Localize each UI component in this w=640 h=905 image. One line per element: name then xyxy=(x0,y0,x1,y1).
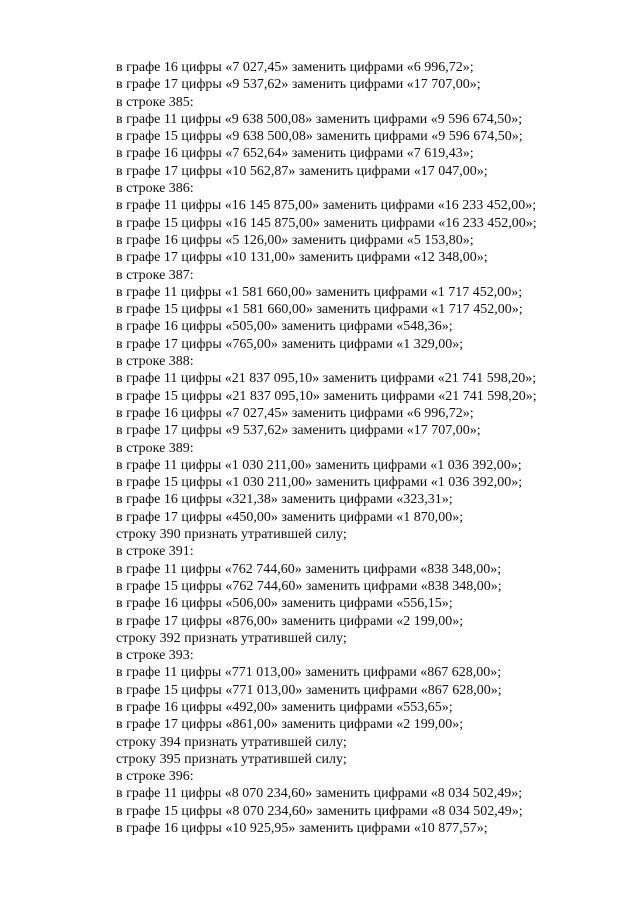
text-line: в графе 15 цифры «762 744,60» заменить цифрами «838 348,00»; xyxy=(116,578,502,594)
text-line: в строке 391: xyxy=(116,544,194,560)
text-line: в графе 11 цифры «1 581 660,00» заменить цифрами «1 717 452,00»; xyxy=(116,284,523,300)
text-line: в графе 16 цифры «7 027,45» заменить цифрами «6 996,72»; xyxy=(116,405,474,421)
text-line: в графе 16 цифры «321,38» заменить цифрами «323,31»; xyxy=(116,492,453,508)
text-line: в графе 11 цифры «21 837 095,10» заменить цифрами «21 741 598,20»; xyxy=(116,371,537,387)
text-line: в строке 389: xyxy=(116,440,194,456)
text-line: в графе 11 цифры «771 013,00» заменить цифрами «867 628,00»; xyxy=(116,665,502,681)
text-line: строку 394 признать утратившей силу; xyxy=(116,734,347,750)
document-page xyxy=(116,59,616,837)
text-line: в строке 385: xyxy=(116,94,194,110)
text-line: в графе 17 цифры «876,00» заменить цифрами «2 199,00»; xyxy=(116,613,464,629)
text-line: в графе 15 цифры «21 837 095,10» заменить цифрами «21 741 598,20»; xyxy=(116,388,537,404)
text-line: в графе 17 цифры «10 562,87» заменить цифрами «17 047,00»; xyxy=(116,163,488,179)
text-line: в графе 17 цифры «9 537,62» заменить цифрами «17 707,00»; xyxy=(116,423,481,439)
text-line: в графе 17 цифры «9 537,62» заменить цифрами «17 707,00»; xyxy=(116,77,481,93)
text-line: строку 395 признать утратившей силу; xyxy=(116,751,347,767)
text-line: строку 390 признать утратившей силу; xyxy=(116,527,347,543)
text-line: в графе 16 цифры «7 027,45» заменить цифрами «6 996,72»; xyxy=(116,60,474,75)
text-line: в графе 11 цифры «9 638 500,08» заменить цифрами «9 596 674,50»; xyxy=(116,111,523,127)
text-line: в графе 16 цифры «505,00» заменить цифрами «548,36»; xyxy=(116,319,453,335)
text-line: в графе 15 цифры «1 030 211,00» заменить цифрами «1 036 392,00»; xyxy=(116,475,523,491)
text-line: в строке 387: xyxy=(116,267,194,283)
text-line: в графе 15 цифры «771 013,00» заменить цифрами «867 628,00»; xyxy=(116,682,502,698)
text-line: в графе 16 цифры «506,00» заменить цифрами «556,15»; xyxy=(116,596,453,612)
text-line: в графе 16 цифры «7 652,64» заменить цифрами «7 619,43»; xyxy=(116,146,474,162)
text-line: в графе 15 цифры «16 145 875,00» заменить цифрами «16 233 452,00»; xyxy=(116,215,537,231)
text-line: в графе 16 цифры «5 126,00» заменить цифрами «5 153,80»; xyxy=(116,232,474,248)
text-line: в строке 393: xyxy=(116,648,194,664)
text-line: в графе 15 цифры «9 638 500,08» заменить цифрами «9 596 674,50»; xyxy=(116,129,523,145)
text-line: в графе 17 цифры «450,00» заменить цифрами «1 870,00»; xyxy=(116,509,464,525)
text-line: в графе 15 цифры «8 070 234,60» заменить цифрами «8 034 502,49»; xyxy=(116,803,523,819)
text-line: в графе 11 цифры «1 030 211,00» заменить цифрами «1 036 392,00»; xyxy=(116,457,522,473)
text-line: в графе 17 цифры «861,00» заменить цифрами «2 199,00»; xyxy=(116,717,464,733)
text-line: в графе 16 цифры «492,00» заменить цифрами «553,65»; xyxy=(116,699,453,715)
text-line: в строке 386: xyxy=(116,181,194,197)
text-line: в графе 11 цифры «8 070 234,60» заменить цифрами «8 034 502,49»; xyxy=(116,786,523,802)
text-line: в строке 388: xyxy=(116,354,194,370)
text-line: в графе 11 цифры «16 145 875,00» заменить цифрами «16 233 452,00»; xyxy=(116,198,537,214)
text-line: строку 392 признать утратившей силу; xyxy=(116,630,347,646)
text-line: в графе 17 цифры «10 131,00» заменить цифрами «12 348,00»; xyxy=(116,250,488,266)
text-line: в графе 17 цифры «765,00» заменить цифрами «1 329,00»; xyxy=(116,336,464,352)
text-line: в графе 15 цифры «1 581 660,00» заменить цифрами «1 717 452,00»; xyxy=(116,302,523,318)
text-line: в графе 11 цифры «762 744,60» заменить цифрами «838 348,00»; xyxy=(116,561,502,577)
text-line: в строке 396: xyxy=(116,769,194,785)
text-line: в графе 16 цифры «10 925,95» заменить цифрами «10 877,57»; xyxy=(116,821,488,837)
